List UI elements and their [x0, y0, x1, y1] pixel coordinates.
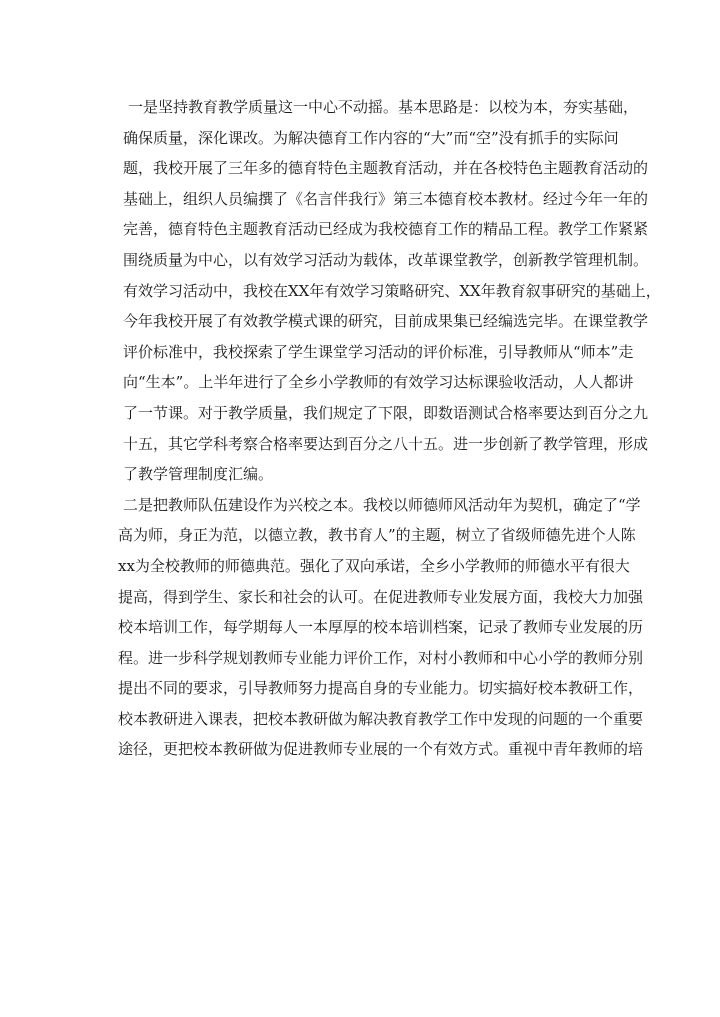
paragraph-line: 确保质量，深化课改。为解决德育工作内容的“大”而“空”没有抓手的实际问 [123, 128, 619, 147]
paragraph-line: 了一节课。对于教学质量，我们规定了下限，即数语测试合格率要达到百分之九 [123, 403, 649, 422]
paragraph-line: 围绕质量为中心，以有效学习活动为载体，改革课堂教学，创新教学管理机制。 [123, 250, 649, 269]
paragraph-line: 评价标准中，我校探索了学生课堂学习活动的评价标准，引导教师从“师本”走 [123, 342, 634, 361]
paragraph-line: 提高，得到学生、家长和社会的认可。在促进教师专业发展方面，我校大力加强 [118, 587, 644, 606]
paragraph-line: 校本教研进入课表，把校本教研做为解决教育教学工作中发现的问题的一个重要 [118, 709, 644, 728]
paragraph-1 [118, 92, 661, 490]
paragraph-line: 题，我校开展了三年多的德育特色主题教育活动，并在各校特色主题教育活动的 [123, 159, 649, 178]
paragraph-line: xx为全校教师的师德典范。强化了双向承诺，全乡小学教师的师德水平有很大 [118, 556, 630, 575]
paragraph-line: 基础上，组织人员编撰了《名言伴我行》第三本德育校本教材。经过今年一年的 [123, 189, 649, 208]
paragraph-line: 向“生本”。上半年进行了全乡小学教师的有效学习达标课验收活动，人人都讲 [123, 373, 634, 392]
paragraph-line: 二是把教师队伍建设作为兴校之本。我校以师德师风活动年为契机，确定了“学 [123, 495, 641, 514]
paragraph-line: 今年我校开展了有效教学模式课的研究，目前成果集已经编选完毕。在课堂教学 [123, 312, 649, 331]
paragraph-2 [118, 490, 644, 765]
paragraph-line: 完善，德育特色主题教育活动已经成为我校德育工作的精品工程。教学工作紧紧 [123, 220, 649, 239]
paragraph-line: 了教学管理制度汇编。 [123, 465, 274, 484]
paragraph-line: 十五，其它学科考察合格率要达到百分之八十五。进一步创新了教学管理，形成 [123, 434, 649, 453]
paragraph-line: 提出不同的要求，引导教师努力提高自身的专业能力。切实搞好校本教研工作， [118, 679, 644, 698]
document-page [118, 92, 661, 765]
paragraph-line: 一是坚持教育教学质量这一中心不动摇。基本思路是：以校为本，夯实基础， [128, 98, 639, 116]
paragraph-line: 高为师，身正为范，以德立教，教书育人”的主题，树立了省级师德先进个人陈 [118, 526, 636, 545]
paragraph-line: 有效学习活动中，我校在XX年有效学习策略研究、XX年教育叙事研究的基础上， [123, 281, 661, 300]
paragraph-line: 校本培训工作，每学期每人一本厚厚的校本培训档案，记录了教师专业发展的历 [118, 618, 644, 637]
paragraph-line: 途径，更把校本教研做为促进教师专业展的一个有效方式。重视中青年教师的培 [118, 740, 644, 759]
paragraph-line: 程。进一步科学规划教师专业能力评价工作，对村小教师和中心小学的教师分别 [118, 648, 644, 667]
